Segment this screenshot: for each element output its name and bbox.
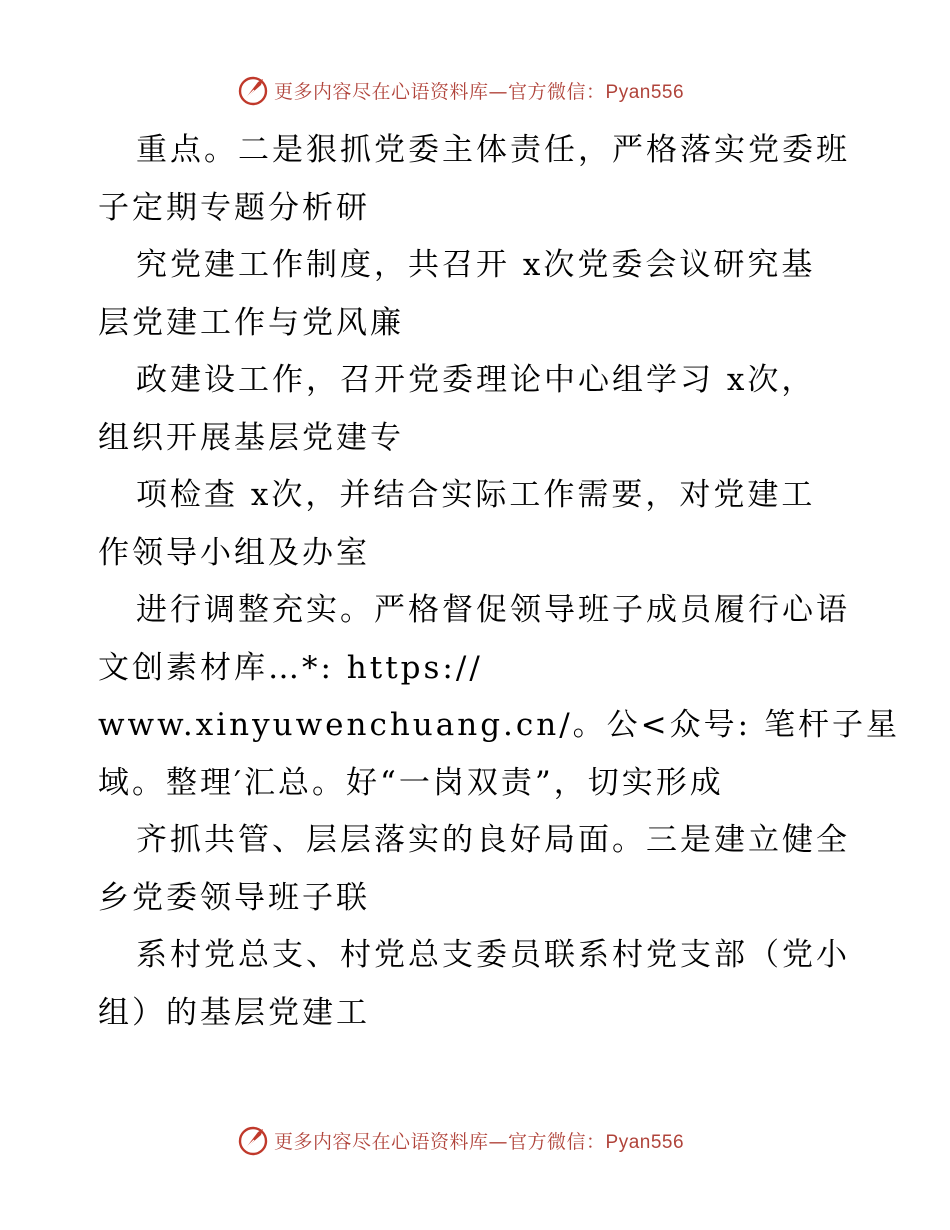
paragraph-line: 乡党委领导班子联 (98, 879, 370, 916)
paragraph-first-line: 齐抓共管、层层落实的良好局面。三是建立健全 (136, 822, 850, 858)
header-watermark-banner (236, 72, 684, 108)
footer-wechat-id: Pyan556 (605, 1131, 685, 1153)
paragraph-first-line: 政建设工作，召开党委理论中心组学习 x次， (136, 362, 816, 398)
paragraph-line: 子定期专题分析研 (98, 189, 370, 226)
paragraph (98, 122, 878, 237)
paragraph (98, 582, 900, 812)
footer-banner-text: 更多内容尽在心语资料库—官方微信：Pyan556 (274, 1130, 685, 1153)
quill-pen-logo-icon (236, 1123, 270, 1157)
paragraph (98, 467, 878, 582)
paragraph (98, 927, 878, 1042)
paragraph-line: 作领导小组及办室 (98, 534, 370, 571)
paragraph (98, 237, 878, 352)
paragraph (98, 352, 878, 467)
quill-pen-logo-icon (236, 73, 270, 107)
paragraph-line: 组）的基层党建工 (98, 994, 370, 1031)
header-banner-text: 更多内容尽在心语资料库—官方微信：Pyan556 (274, 80, 685, 103)
paragraph-line: 组织开展基层党建专 (98, 419, 404, 456)
paragraph-line: 域。整理′汇总。好“一岗双责”，切实形成 (98, 764, 724, 801)
header-wechat-id: Pyan556 (605, 81, 685, 103)
paragraph-first-line: 重点。二是狠抓党委主体责任，严格落实党委班 (136, 132, 850, 168)
paragraph-first-line: 进行调整充实。严格督促领导班子成员履行心语 (136, 592, 850, 628)
paragraph (98, 812, 878, 927)
paragraph-first-line: 项检查 x次，并结合实际工作需要，对党建工 (136, 477, 816, 513)
paragraph-first-line: 系村党总支、村党总支委员联系村党支部（党小 (136, 937, 850, 973)
paragraph-first-line: 究党建工作制度，共召开 x次党委会议研究基 (136, 247, 816, 283)
paragraph-line: 文创素材库…*: https:// (98, 649, 483, 686)
footer-watermark-banner (236, 1122, 684, 1158)
paragraph-line-url: www.xinyuwenchuang.cn/。公<众号: 笔杆子星 (98, 707, 900, 743)
document-body (98, 122, 900, 1042)
paragraph-line: 层党建工作与党风廉 (98, 304, 404, 341)
